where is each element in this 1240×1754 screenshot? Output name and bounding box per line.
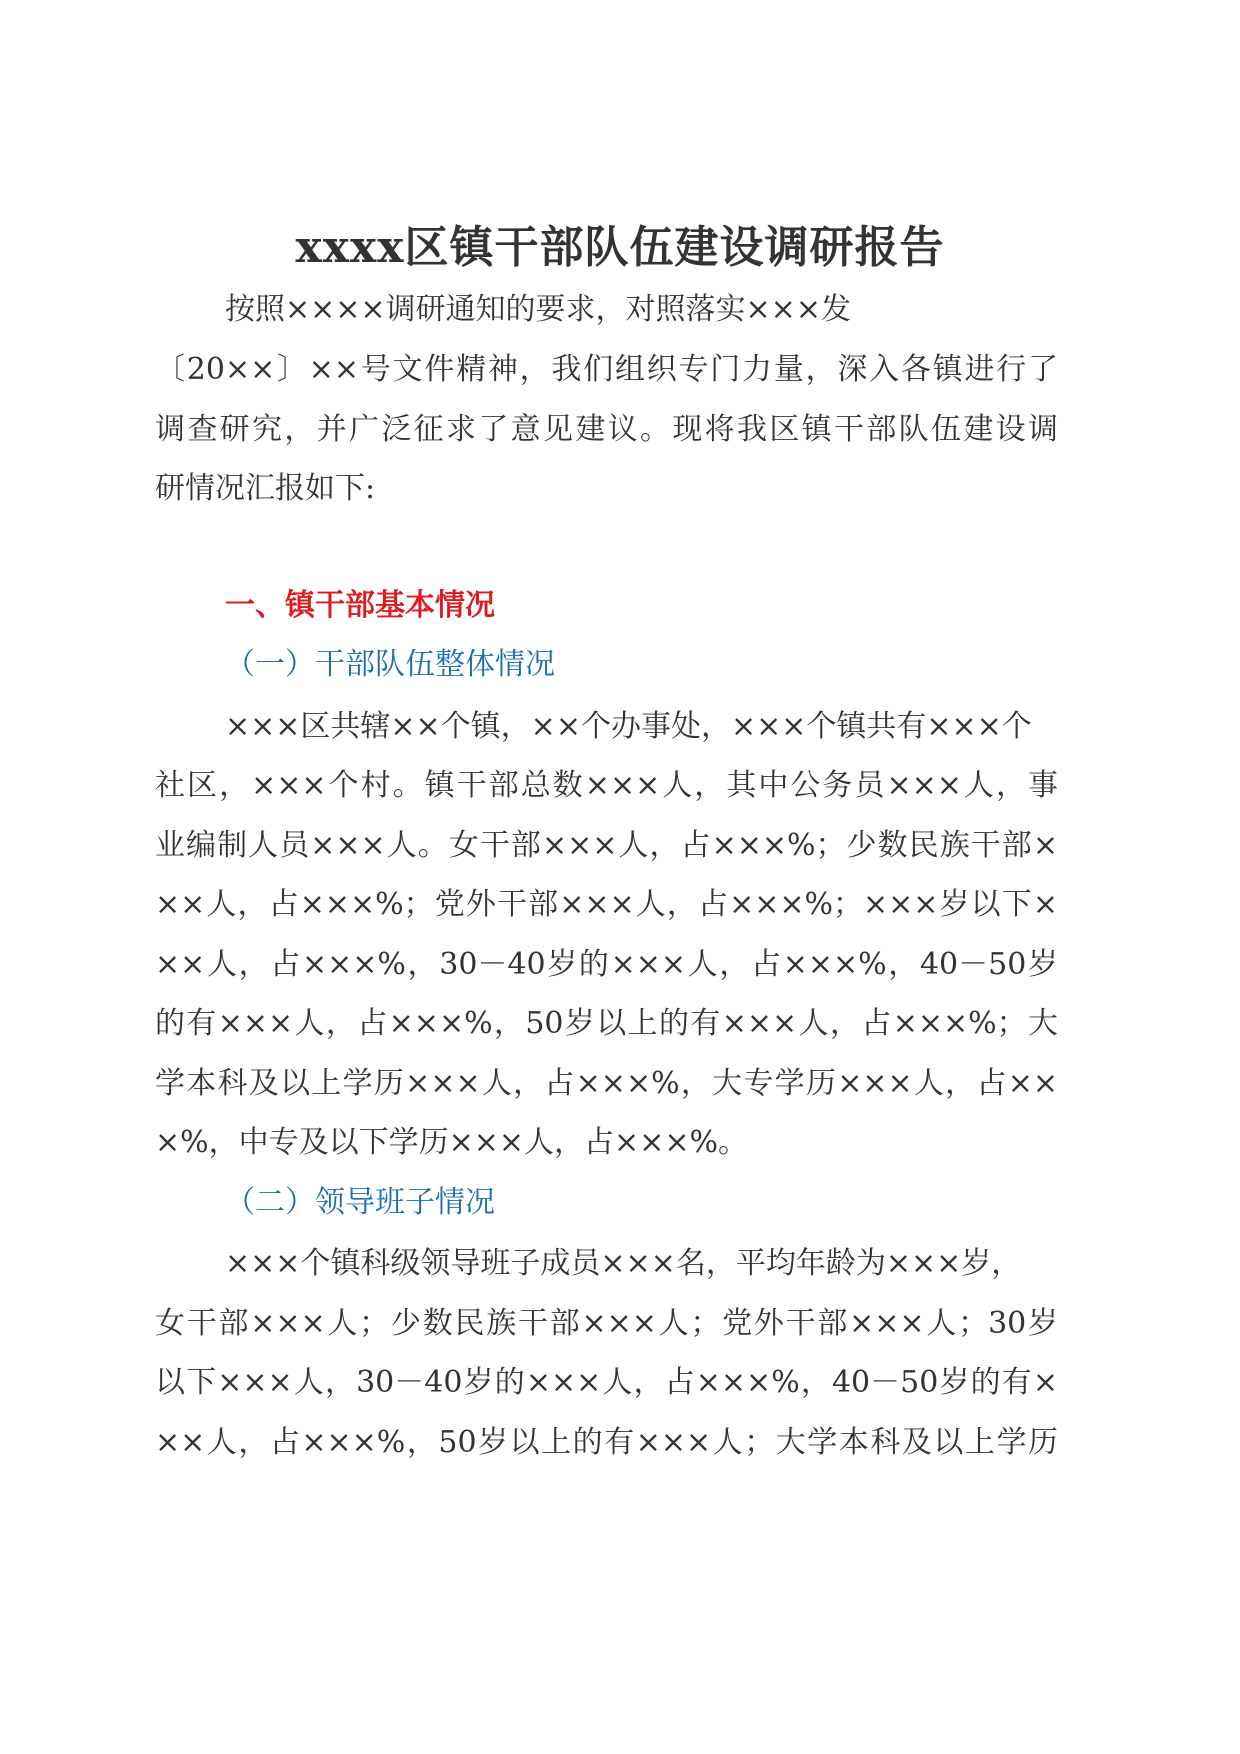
paragraph-line: 社区，×××个村。镇干部总数×××人，其中公务员×××人，事 <box>155 768 1058 803</box>
paragraph-line: 女干部×××人；少数民族干部×××人；党外干部×××人；30岁 <box>155 1306 1058 1341</box>
paragraph-line: 业编制人员×××人。女干部×××人，占×××%；少数民族干部× <box>155 828 1058 863</box>
paragraph-line: 〔20××〕××号文件精神，我们组织专门力量，深入各镇进行了 <box>155 352 1058 387</box>
section-heading: 一、镇干部基本情况 <box>225 588 495 623</box>
paragraph-line: ××人，占×××%，50岁以上的有×××人；大学本科及以上学历 <box>155 1425 1058 1460</box>
document-title: xxxx区镇干部队伍建设调研报告 <box>295 222 945 273</box>
paragraph-line: ×××区共辖××个镇，××个办事处，×××个镇共有×××个 <box>225 709 1032 744</box>
subsection-heading: （二）领导班子情况 <box>225 1185 495 1220</box>
paragraph-line: ××人，占×××%，30－40岁的×××人，占×××%，40－50岁 <box>155 947 1058 982</box>
paragraph-line: 按照××××调研通知的要求，对照落实×××发 <box>225 292 851 327</box>
paragraph-line: ×%，中专及以下学历×××人，占×××%。 <box>155 1125 748 1160</box>
paragraph-line: ×××个镇科级领导班子成员×××名，平均年龄为×××岁， <box>225 1246 1022 1281</box>
paragraph-line: 学本科及以上学历×××人，占×××%，大专学历×××人，占×× <box>155 1066 1058 1101</box>
paragraph-line: 研情况汇报如下: <box>155 471 376 506</box>
paragraph-line: 调查研究，并广泛征求了意见建议。现将我区镇干部队伍建设调 <box>155 412 1058 447</box>
subsection-heading: （一）干部队伍整体情况 <box>225 647 555 682</box>
paragraph-line: 以下×××人，30－40岁的×××人，占×××%，40－50岁的有× <box>155 1365 1058 1400</box>
paragraph-line: 的有×××人，占×××%，50岁以上的有×××人，占×××%；大 <box>155 1006 1058 1041</box>
paragraph-line: ××人，占×××%；党外干部×××人，占×××%；×××岁以下× <box>155 887 1058 922</box>
